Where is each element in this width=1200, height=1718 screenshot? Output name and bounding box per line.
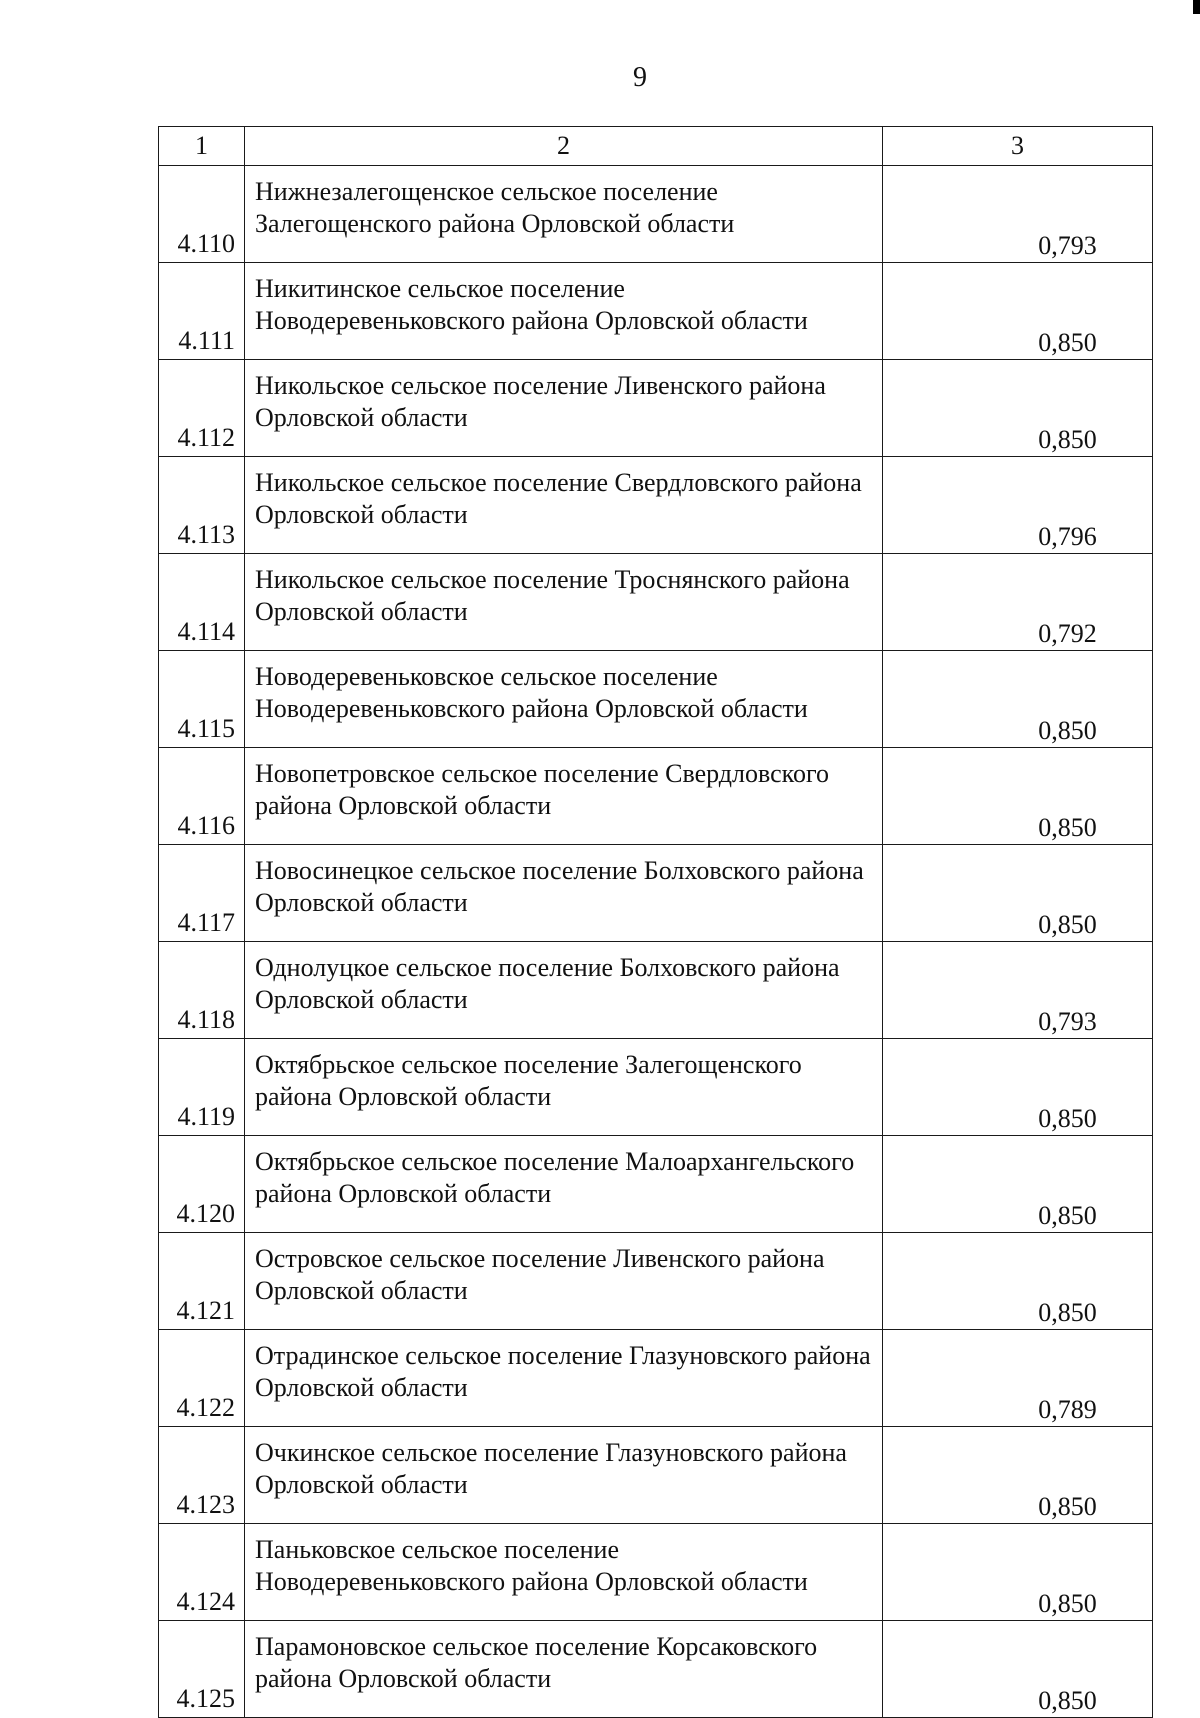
settlement-name-cell: Однолуцкое сельское поселение Болховского района Орловской области [245,942,883,1039]
settlement-name-cell: Нижнезалегощенское сельское поселение Залегощенского района Орловской области [245,166,883,263]
settlement-name-cell: Никольское сельское поселение Троснянского района Орловской области [245,554,883,651]
table-row [159,457,1153,554]
table-row [159,845,1153,942]
column-header-1: 1 [159,127,245,166]
settlement-name-cell: Отрадинское сельское поселение Глазуновского района Орловской области [245,1330,883,1427]
row-number-cell: 4.125 [159,1621,245,1718]
table-row [159,360,1153,457]
table-row [159,1621,1153,1718]
coefficient-value-cell: 0,850 [883,1039,1153,1136]
row-number-cell: 4.111 [159,263,245,360]
coefficient-value-cell: 0,796 [883,457,1153,554]
row-number-cell: 4.116 [159,748,245,845]
coefficient-value-cell: 0,789 [883,1330,1153,1427]
row-number-cell: 4.118 [159,942,245,1039]
row-number-cell: 4.123 [159,1427,245,1524]
row-number-cell: 4.121 [159,1233,245,1330]
row-number-cell: 4.117 [159,845,245,942]
table-row [159,1524,1153,1621]
row-number-cell: 4.122 [159,1330,245,1427]
row-number-cell: 4.119 [159,1039,245,1136]
settlement-name-cell: Октябрьское сельское поселение Малоархангельского района Орловской области [245,1136,883,1233]
coefficient-value-cell: 0,850 [883,651,1153,748]
coefficient-value-cell: 0,850 [883,1136,1153,1233]
table-row [159,1330,1153,1427]
table-row [159,1039,1153,1136]
settlement-coefficient-table [158,126,1153,1718]
settlement-name-cell: Никитинское сельское поселение Новодеревеньковского района Орловской области [245,263,883,360]
row-number-cell: 4.120 [159,1136,245,1233]
settlement-name-cell: Паньковское сельское поселение Новодеревеньковского района Орловской области [245,1524,883,1621]
row-number-cell: 4.110 [159,166,245,263]
row-number-cell: 4.115 [159,651,245,748]
corner-scan-mark [1193,0,1200,14]
table-row [159,1136,1153,1233]
settlement-name-cell: Никольское сельское поселение Ливенского района Орловской области [245,360,883,457]
coefficient-value-cell: 0,850 [883,748,1153,845]
row-number-cell: 4.114 [159,554,245,651]
coefficient-value-cell: 0,850 [883,845,1153,942]
table-row [159,748,1153,845]
coefficient-value-cell: 0,850 [883,263,1153,360]
page-number: 9 [633,62,647,93]
settlement-name-cell: Новодеревеньковское сельское поселение Новодеревеньковского района Орловской области [245,651,883,748]
settlement-name-cell: Очкинское сельское поселение Глазуновского района Орловской области [245,1427,883,1524]
row-number-cell: 4.112 [159,360,245,457]
coefficient-value-cell: 0,793 [883,166,1153,263]
settlement-name-cell: Октябрьское сельское поселение Залегощенского района Орловской области [245,1039,883,1136]
coefficient-value-cell: 0,850 [883,1233,1153,1330]
table-row [159,166,1153,263]
row-number-cell: 4.124 [159,1524,245,1621]
coefficient-value-cell: 0,850 [883,1621,1153,1718]
coefficient-value-cell: 0,793 [883,942,1153,1039]
table-row [159,1427,1153,1524]
settlement-name-cell: Новопетровское сельское поселение Свердловского района Орловской области [245,748,883,845]
column-header-2: 2 [245,127,883,166]
column-header-3: 3 [883,127,1153,166]
settlement-name-cell: Новосинецкое сельское поселение Болховского района Орловской области [245,845,883,942]
table-header-row [159,127,1153,166]
table-row [159,1233,1153,1330]
coefficient-value-cell: 0,792 [883,554,1153,651]
row-number-cell: 4.113 [159,457,245,554]
settlement-name-cell: Островское сельское поселение Ливенского района Орловской области [245,1233,883,1330]
coefficient-value-cell: 0,850 [883,1524,1153,1621]
settlement-name-cell: Никольское сельское поселение Свердловского района Орловской области [245,457,883,554]
coefficient-value-cell: 0,850 [883,360,1153,457]
table-row [159,651,1153,748]
settlement-name-cell: Парамоновское сельское поселение Корсаковского района Орловской области [245,1621,883,1718]
table-row [159,263,1153,360]
coefficient-value-cell: 0,850 [883,1427,1153,1524]
table-row [159,942,1153,1039]
table-row [159,554,1153,651]
